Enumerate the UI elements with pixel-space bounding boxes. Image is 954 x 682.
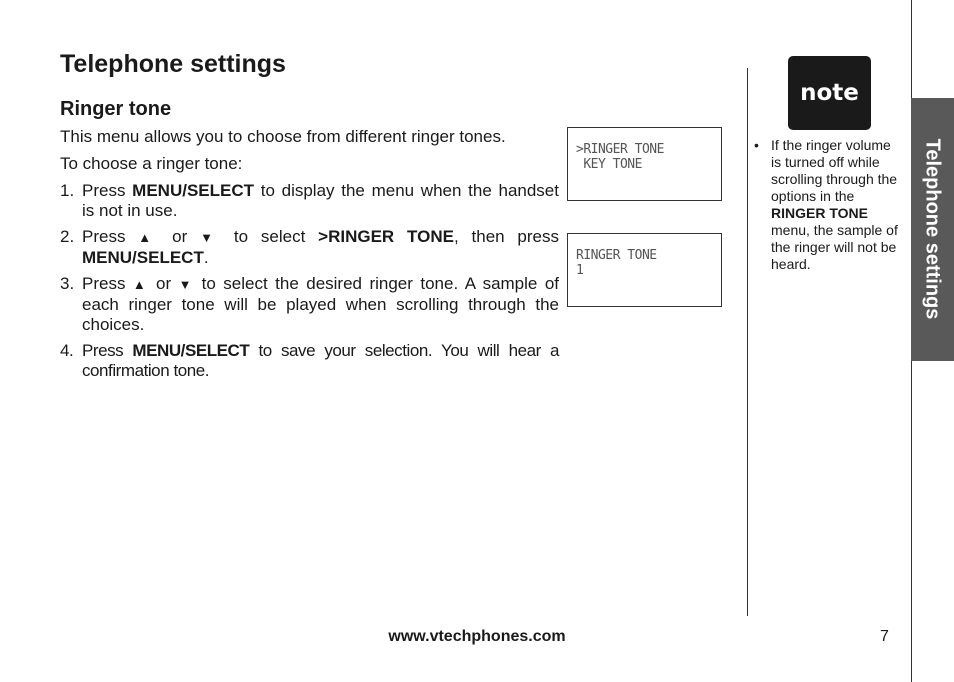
screen-line-2: 1 xyxy=(576,263,584,278)
page-number: 7 xyxy=(880,628,889,645)
key-name: MENU/SELECT xyxy=(132,341,250,360)
step-text: . xyxy=(203,248,209,267)
up-arrow-icon: ▲ xyxy=(132,277,149,292)
section-tab xyxy=(911,98,954,361)
menu-name: >RINGER TONE xyxy=(318,227,454,246)
step-text: or xyxy=(148,274,179,293)
note-badge: note xyxy=(788,56,871,130)
steps-list xyxy=(60,181,559,381)
column-divider xyxy=(747,68,748,616)
step-2 xyxy=(60,227,559,268)
step-text: Press xyxy=(82,341,133,360)
note-text-part: menu, the sample of the ringer will not be heard. xyxy=(771,222,898,272)
intro-text: This menu allows you to choose from different ringer tones. xyxy=(60,127,506,146)
step-1 xyxy=(60,181,559,221)
handset-screen-menu xyxy=(567,127,722,201)
note-text-part: If the ringer volume is turned off while scrolling through the options in the xyxy=(771,137,898,204)
step-text: to save your selection. You will hear a confirmation tone. xyxy=(82,341,559,380)
screen-line-1: >RINGER TONE xyxy=(576,142,664,157)
step-text: to select xyxy=(221,227,319,246)
step-text: , then press xyxy=(453,227,560,246)
step-text: to select the desired ringer tone. A sample of each ringer tone will be played when scrolling through the choices. xyxy=(82,274,560,334)
key-name: MENU/SELECT xyxy=(82,248,204,267)
down-arrow-icon: ▼ xyxy=(200,230,222,245)
screen-line-2: KEY TONE xyxy=(576,157,642,172)
step-3 xyxy=(60,274,559,335)
footer-url: www.vtechphones.com xyxy=(388,628,566,645)
step-text: Press xyxy=(82,274,133,293)
section-heading: Ringer tone xyxy=(60,98,172,120)
step-text: to display the menu when the handset is not in use. xyxy=(82,181,559,220)
main-content xyxy=(60,127,559,387)
instructions-lead: To choose a ringer tone: xyxy=(60,154,243,173)
handset-screen-ringer xyxy=(567,233,722,307)
screen-line-1: RINGER TONE xyxy=(576,248,657,263)
step-text: or xyxy=(159,227,201,246)
note-text xyxy=(771,137,901,273)
menu-name: RINGER TONE xyxy=(771,205,868,221)
step-text: Press xyxy=(82,181,133,200)
step-text: Press xyxy=(82,227,139,246)
key-name: MENU/SELECT xyxy=(132,181,255,200)
step-number: 2. xyxy=(60,227,75,246)
page-title: Telephone settings xyxy=(60,50,286,78)
step-4 xyxy=(60,341,559,381)
step-number: 3. xyxy=(60,274,75,293)
step-number: 1. xyxy=(60,181,75,200)
down-arrow-icon: ▼ xyxy=(178,277,195,292)
bullet-icon: • xyxy=(754,137,759,153)
step-number: 4. xyxy=(60,341,74,360)
section-tab-label: Telephone settings xyxy=(921,138,944,320)
up-arrow-icon: ▲ xyxy=(138,230,160,245)
